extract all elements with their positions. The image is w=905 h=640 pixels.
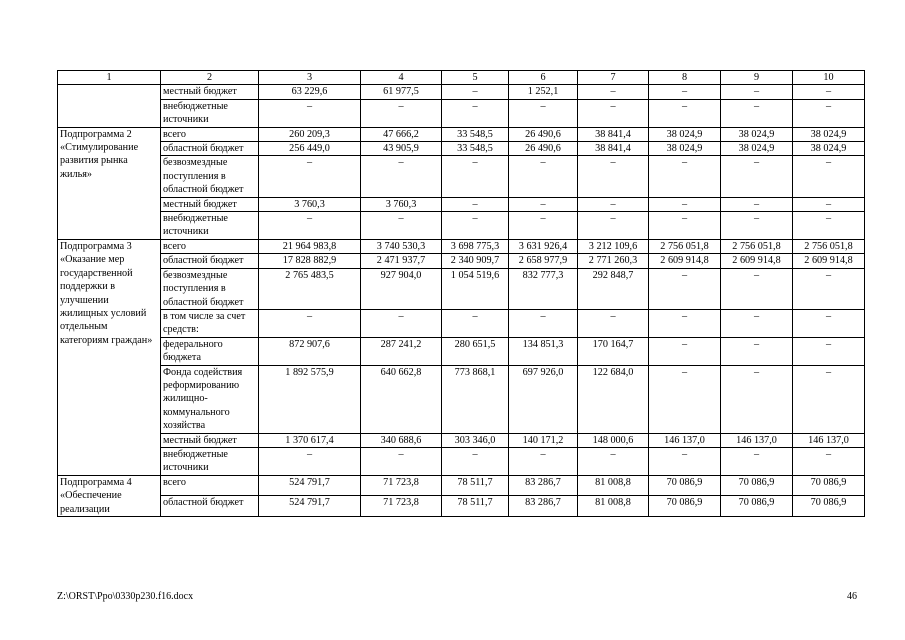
table-row [58,142,865,156]
value-cell: 83 286,7 [509,496,578,517]
value-cell: – [721,268,793,309]
value-cell: – [361,156,442,197]
value-cell: 43 905,9 [361,142,442,156]
header-cell: 1 [58,71,161,85]
value-cell: – [649,365,721,433]
program-label [58,85,161,127]
value-cell: 3 760,3 [361,197,442,211]
value-cell: – [578,85,649,99]
table-row [58,85,865,99]
budget-table [57,70,865,517]
funding-source: всего [161,127,259,141]
value-cell: 340 688,6 [361,433,442,447]
value-cell: 122 684,0 [578,365,649,433]
funding-source: внебюджетные источники [161,99,259,127]
funding-source: областной бюджет [161,142,259,156]
value-cell: – [578,309,649,337]
value-cell: 256 449,0 [259,142,361,156]
value-cell: – [649,309,721,337]
value-cell: 38 024,9 [649,142,721,156]
value-cell: – [442,447,509,475]
funding-source: безвозмездные поступления в областной бюджет [161,156,259,197]
value-cell: – [721,309,793,337]
funding-source: федерального бюджета [161,337,259,365]
value-cell: 3 631 926,4 [509,239,578,253]
value-cell: 2 471 937,7 [361,254,442,268]
table-row [58,433,865,447]
value-cell: 38 024,9 [793,142,865,156]
value-cell: 134 851,3 [509,337,578,365]
table-row [58,156,865,197]
value-cell: 71 723,8 [361,496,442,517]
header-cell: 6 [509,71,578,85]
funding-source: местный бюджет [161,433,259,447]
value-cell: – [721,99,793,127]
value-cell: – [442,99,509,127]
value-cell: – [721,365,793,433]
value-cell: – [649,447,721,475]
value-cell: 697 926,0 [509,365,578,433]
value-cell: 1 252,1 [509,85,578,99]
value-cell: – [259,212,361,240]
value-cell: – [442,309,509,337]
value-cell: 83 286,7 [509,475,578,496]
value-cell: – [509,212,578,240]
table-row [58,496,865,517]
value-cell: – [361,447,442,475]
funding-source: местный бюджет [161,197,259,211]
value-cell: – [649,85,721,99]
value-cell: 78 511,7 [442,475,509,496]
value-cell: – [259,156,361,197]
value-cell: 26 490,6 [509,142,578,156]
value-cell: 3 760,3 [259,197,361,211]
program-label: Подпрограмма 3 «Оказание мер государственной поддержки в улучшении жилищных условий отдельным категориям граждан» [58,239,161,475]
value-cell: 3 698 775,3 [442,239,509,253]
value-cell: – [259,447,361,475]
table-row [58,309,865,337]
value-cell: 81 008,8 [578,475,649,496]
value-cell: 21 964 983,8 [259,239,361,253]
value-cell: – [721,85,793,99]
table-row [58,268,865,309]
funding-source: внебюджетные источники [161,447,259,475]
value-cell: 2 609 914,8 [793,254,865,268]
value-cell: 70 086,9 [721,475,793,496]
funding-source: Фонда содействия реформированию жилищно-коммунального хозяйства [161,365,259,433]
table-row [58,212,865,240]
value-cell: 17 828 882,9 [259,254,361,268]
table-row [58,365,865,433]
funding-source: безвозмездные поступления в областной бюджет [161,268,259,309]
page-number: 46 [847,591,857,602]
value-cell: 38 841,4 [578,142,649,156]
value-cell: 2 756 051,8 [721,239,793,253]
value-cell: 2 340 909,7 [442,254,509,268]
value-cell: – [649,268,721,309]
value-cell: 146 137,0 [793,433,865,447]
value-cell: – [721,212,793,240]
value-cell: – [793,309,865,337]
value-cell: – [793,447,865,475]
value-cell: 1 370 617,4 [259,433,361,447]
value-cell: 38 024,9 [721,127,793,141]
header-cell: 7 [578,71,649,85]
value-cell: – [442,156,509,197]
value-cell: 2 756 051,8 [649,239,721,253]
value-cell: – [649,197,721,211]
value-cell: 47 666,2 [361,127,442,141]
value-cell: 280 651,5 [442,337,509,365]
value-cell: 38 024,9 [793,127,865,141]
funding-source: в том числе за счет средств: [161,309,259,337]
value-cell: 38 024,9 [649,127,721,141]
funding-source: внебюджетные источники [161,212,259,240]
funding-source: областной бюджет [161,496,259,517]
table-row [58,197,865,211]
value-cell: – [509,309,578,337]
value-cell: 146 137,0 [721,433,793,447]
value-cell: – [649,99,721,127]
value-cell: 33 548,5 [442,127,509,141]
value-cell: – [793,85,865,99]
table-row [58,239,865,253]
table-row [58,254,865,268]
value-cell: 61 977,5 [361,85,442,99]
header-cell: 10 [793,71,865,85]
value-cell: 303 346,0 [442,433,509,447]
value-cell: 3 212 109,6 [578,239,649,253]
value-cell: 3 740 530,3 [361,239,442,253]
value-cell: 1 054 519,6 [442,268,509,309]
value-cell: 170 164,7 [578,337,649,365]
value-cell: – [793,197,865,211]
value-cell: – [578,447,649,475]
funding-source: всего [161,239,259,253]
value-cell: 70 086,9 [793,496,865,517]
value-cell: 524 791,7 [259,475,361,496]
value-cell: – [793,99,865,127]
value-cell: – [793,156,865,197]
value-cell: 146 137,0 [649,433,721,447]
value-cell: 70 086,9 [793,475,865,496]
value-cell: 2 756 051,8 [793,239,865,253]
header-cell: 2 [161,71,259,85]
value-cell: 927 904,0 [361,268,442,309]
value-cell: 38 841,4 [578,127,649,141]
funding-source: областной бюджет [161,254,259,268]
value-cell: 1 892 575,9 [259,365,361,433]
table-row [58,475,865,496]
value-cell: – [649,156,721,197]
value-cell: 2 609 914,8 [721,254,793,268]
value-cell: – [721,197,793,211]
program-label: Подпрограмма 4 «Обеспечение реализации [58,475,161,516]
value-cell: 2 765 483,5 [259,268,361,309]
value-cell: 33 548,5 [442,142,509,156]
table-row [58,337,865,365]
value-cell: 872 907,6 [259,337,361,365]
header-cell: 8 [649,71,721,85]
value-cell: 773 868,1 [442,365,509,433]
value-cell: – [509,447,578,475]
value-cell: – [442,85,509,99]
value-cell: – [793,365,865,433]
document-path: Z:\ORST\Ppo\0330p230.f16.docx [57,591,194,602]
value-cell: – [509,197,578,211]
header-cell: 4 [361,71,442,85]
funding-source: всего [161,475,259,496]
value-cell: 292 848,7 [578,268,649,309]
value-cell: – [259,99,361,127]
value-cell: – [361,212,442,240]
value-cell: 70 086,9 [649,496,721,517]
value-cell: 287 241,2 [361,337,442,365]
value-cell: 148 000,6 [578,433,649,447]
value-cell: 2 609 914,8 [649,254,721,268]
value-cell: – [793,337,865,365]
header-row [58,71,865,85]
value-cell: 524 791,7 [259,496,361,517]
header-cell: 9 [721,71,793,85]
value-cell: – [793,268,865,309]
value-cell: – [361,309,442,337]
value-cell: – [578,212,649,240]
value-cell: – [649,337,721,365]
value-cell: 78 511,7 [442,496,509,517]
value-cell: 63 229,6 [259,85,361,99]
value-cell: – [721,447,793,475]
header-cell: 5 [442,71,509,85]
value-cell: – [649,212,721,240]
value-cell: – [509,99,578,127]
funding-source: местный бюджет [161,85,259,99]
value-cell: – [578,156,649,197]
value-cell: – [361,99,442,127]
table-row [58,447,865,475]
value-cell: 2 771 260,3 [578,254,649,268]
value-cell: 140 171,2 [509,433,578,447]
value-cell: 71 723,8 [361,475,442,496]
value-cell: 260 209,3 [259,127,361,141]
value-cell: – [721,337,793,365]
value-cell: 26 490,6 [509,127,578,141]
value-cell: 70 086,9 [721,496,793,517]
value-cell: – [721,156,793,197]
value-cell: 640 662,8 [361,365,442,433]
value-cell: – [442,212,509,240]
value-cell: – [259,309,361,337]
table-row [58,127,865,141]
value-cell: – [578,197,649,211]
program-label: Подпрограмма 2 «Стимулирование развития рынка жилья» [58,127,161,239]
value-cell: – [578,99,649,127]
header-cell: 3 [259,71,361,85]
value-cell: – [442,197,509,211]
value-cell: 81 008,8 [578,496,649,517]
value-cell: 70 086,9 [649,475,721,496]
value-cell: – [793,212,865,240]
value-cell: 832 777,3 [509,268,578,309]
value-cell: 38 024,9 [721,142,793,156]
value-cell: 2 658 977,9 [509,254,578,268]
value-cell: – [509,156,578,197]
table-row [58,99,865,127]
